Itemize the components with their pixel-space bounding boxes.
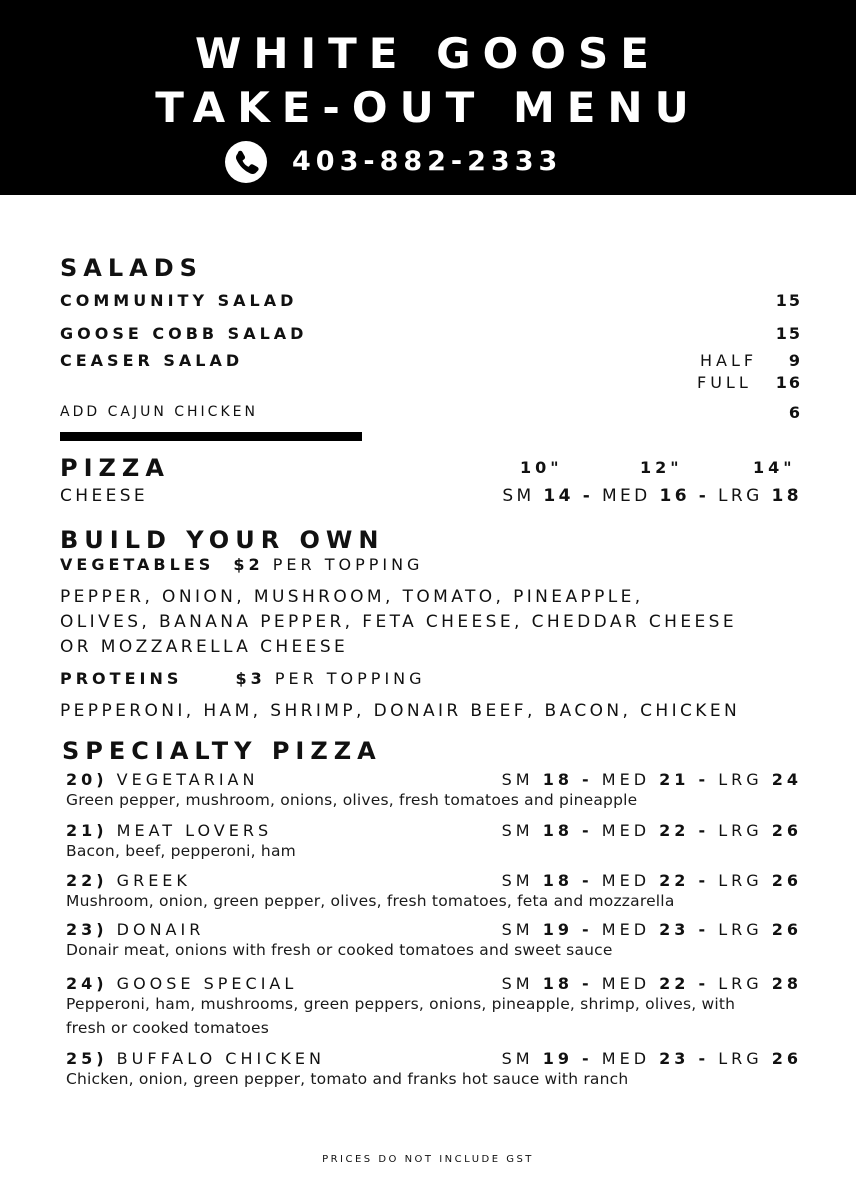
sm-price: 14 xyxy=(543,486,574,506)
med-label: MED xyxy=(601,871,651,890)
proteins-list: PEPPERONI, HAM, SHRIMP, DONAIR BEEF, BACON, CHICKEN xyxy=(60,701,741,721)
med-price: 21 xyxy=(659,770,690,789)
med-label: MED xyxy=(601,974,651,993)
specialty-item-description: Chicken, onion, green pepper, tomato and franks hot sauce with ranch xyxy=(66,1070,629,1088)
med-label: MED xyxy=(601,1049,651,1068)
specialty-item-number: 23) xyxy=(66,920,108,939)
lrg-price: 26 xyxy=(771,821,802,840)
menu-header xyxy=(0,0,856,195)
specialty-pizza-heading: SPECIALTY PIZZA xyxy=(62,737,382,765)
specialty-item-name xyxy=(66,772,258,788)
specialty-item-description: Pepperoni, ham, mushrooms, green peppers, onions, pineapple, shrimp, olives, with xyxy=(66,995,736,1013)
separator: - xyxy=(698,821,710,840)
cheese-pizza-name: CHEESE xyxy=(60,486,149,506)
specialty-item-name xyxy=(66,873,191,889)
sm-label: SM xyxy=(501,821,534,840)
lrg-label: LRG xyxy=(718,920,763,939)
separator: - xyxy=(582,770,593,789)
separator: - xyxy=(582,920,593,939)
half-price: 9 xyxy=(788,351,802,370)
specialty-item-prices xyxy=(502,922,802,938)
lrg-label: LRG xyxy=(718,486,763,506)
full-label: FULL xyxy=(697,373,752,392)
sm-price: 18 xyxy=(542,974,573,993)
addon-price: 6 xyxy=(788,403,802,422)
separator: - xyxy=(698,1049,710,1068)
specialty-item-description: Mushroom, onion, green pepper, olives, fresh tomatoes, feta and mozzarella xyxy=(66,892,675,910)
proteins-price: $3 xyxy=(235,669,266,688)
size-12-label: 12" xyxy=(640,458,683,477)
specialty-item-description: Bacon, beef, pepperoni, ham xyxy=(66,842,296,860)
separator: - xyxy=(698,486,710,506)
specialty-item-title: GOOSE SPECIAL xyxy=(116,974,298,993)
specialty-item-number: 22) xyxy=(66,871,108,890)
separator: - xyxy=(698,974,710,993)
sm-price: 19 xyxy=(542,1049,573,1068)
sm-label: SM xyxy=(502,486,535,506)
salads-heading: SALADS xyxy=(60,254,203,282)
separator: - xyxy=(698,871,710,890)
half-label: HALF xyxy=(700,351,758,370)
proteins-row xyxy=(60,671,426,687)
gst-note: PRICES DO NOT INCLUDE GST xyxy=(322,1154,534,1165)
vegetables-list-line: PEPPER, ONION, MUSHROOM, TOMATO, PINEAPPLE, xyxy=(60,587,644,607)
lrg-label: LRG xyxy=(718,821,763,840)
salad-name: CEASER SALAD xyxy=(60,351,244,370)
specialty-item-number: 21) xyxy=(66,821,108,840)
vegetables-list-line: OLIVES, BANANA PEPPER, FETA CHEESE, CHEDDAR CHEESE xyxy=(60,612,737,632)
size-10-label: 10" xyxy=(520,458,563,477)
sm-price: 19 xyxy=(542,920,573,939)
med-price: 23 xyxy=(659,1049,690,1068)
separator: - xyxy=(582,486,594,506)
sm-price: 18 xyxy=(542,821,573,840)
separator: - xyxy=(698,770,710,789)
specialty-item-description: fresh or cooked tomatoes xyxy=(66,1019,269,1037)
vegetables-price: $2 xyxy=(233,555,264,574)
specialty-item-title: VEGETARIAN xyxy=(116,770,259,789)
size-14-label: 14" xyxy=(753,458,796,477)
salad-price: 15 xyxy=(775,291,802,310)
lrg-price: 28 xyxy=(771,974,802,993)
build-your-own-heading: BUILD YOUR OWN xyxy=(60,526,385,554)
salad-name: GOOSE COBB SALAD xyxy=(60,324,308,343)
med-price: 22 xyxy=(659,821,690,840)
menu-title: TAKE-OUT MENU xyxy=(155,83,701,132)
separator: - xyxy=(582,821,593,840)
vegetables-label: VEGETABLES xyxy=(60,555,215,574)
med-price: 23 xyxy=(659,920,690,939)
specialty-item-prices xyxy=(502,976,802,992)
lrg-price: 26 xyxy=(771,1049,802,1068)
lrg-price: 24 xyxy=(771,770,802,789)
cheese-pizza-prices xyxy=(502,488,802,505)
specialty-item-prices xyxy=(502,772,802,788)
sm-price: 18 xyxy=(542,770,573,789)
vegetables-row xyxy=(60,557,423,573)
specialty-item-number: 24) xyxy=(66,974,108,993)
specialty-item-description: Green pepper, mushroom, onions, olives, fresh tomatoes and pineapple xyxy=(66,791,638,809)
pizza-heading: PIZZA xyxy=(60,454,170,482)
specialty-item-prices xyxy=(502,1051,802,1067)
specialty-item-description: Donair meat, onions with fresh or cooked tomatoes and sweet sauce xyxy=(66,941,613,959)
sm-label: SM xyxy=(501,920,534,939)
vegetables-list-line: OR MOZZARELLA CHEESE xyxy=(60,637,349,657)
sm-label: SM xyxy=(501,974,534,993)
lrg-price: 26 xyxy=(771,871,802,890)
restaurant-name: WHITE GOOSE xyxy=(195,29,661,78)
specialty-item-number: 25) xyxy=(66,1049,108,1068)
proteins-per: PER TOPPING xyxy=(274,669,426,688)
vegetables-per: PER TOPPING xyxy=(272,555,424,574)
specialty-item-title: BUFFALO CHICKEN xyxy=(116,1049,325,1068)
specialty-item-name xyxy=(66,823,272,839)
lrg-label: LRG xyxy=(718,871,763,890)
sm-price: 18 xyxy=(542,871,573,890)
med-price: 16 xyxy=(659,486,690,506)
addon-name: ADD CAJUN CHICKEN xyxy=(60,404,258,420)
sm-label: SM xyxy=(501,871,534,890)
sm-label: SM xyxy=(501,770,534,789)
specialty-item-name xyxy=(66,976,297,992)
section-divider xyxy=(60,432,362,441)
specialty-item-number: 20) xyxy=(66,770,108,789)
lrg-price: 26 xyxy=(771,920,802,939)
separator: - xyxy=(582,974,593,993)
lrg-label: LRG xyxy=(718,770,763,789)
lrg-label: LRG xyxy=(718,1049,763,1068)
proteins-label: PROTEINS xyxy=(60,669,183,688)
med-label: MED xyxy=(601,486,651,506)
phone-icon xyxy=(224,140,268,184)
separator: - xyxy=(582,871,593,890)
specialty-item-prices xyxy=(502,873,802,889)
salad-name: COMMUNITY SALAD xyxy=(60,291,298,310)
specialty-item-name xyxy=(66,1051,325,1067)
med-price: 22 xyxy=(659,871,690,890)
separator: - xyxy=(698,920,710,939)
full-price: 16 xyxy=(775,373,802,392)
specialty-item-title: MEAT LOVERS xyxy=(116,821,273,840)
med-label: MED xyxy=(601,770,651,789)
separator: - xyxy=(582,1049,593,1068)
specialty-item-title: GREEK xyxy=(116,871,191,890)
lrg-label: LRG xyxy=(718,974,763,993)
phone-number: 403-882-2333 xyxy=(292,146,563,177)
med-price: 22 xyxy=(659,974,690,993)
salad-price: 15 xyxy=(775,324,802,343)
med-label: MED xyxy=(601,821,651,840)
sm-label: SM xyxy=(501,1049,534,1068)
lrg-price: 18 xyxy=(771,486,802,506)
specialty-item-title: DONAIR xyxy=(116,920,205,939)
specialty-item-prices xyxy=(502,823,802,839)
med-label: MED xyxy=(601,920,651,939)
specialty-item-name xyxy=(66,922,204,938)
